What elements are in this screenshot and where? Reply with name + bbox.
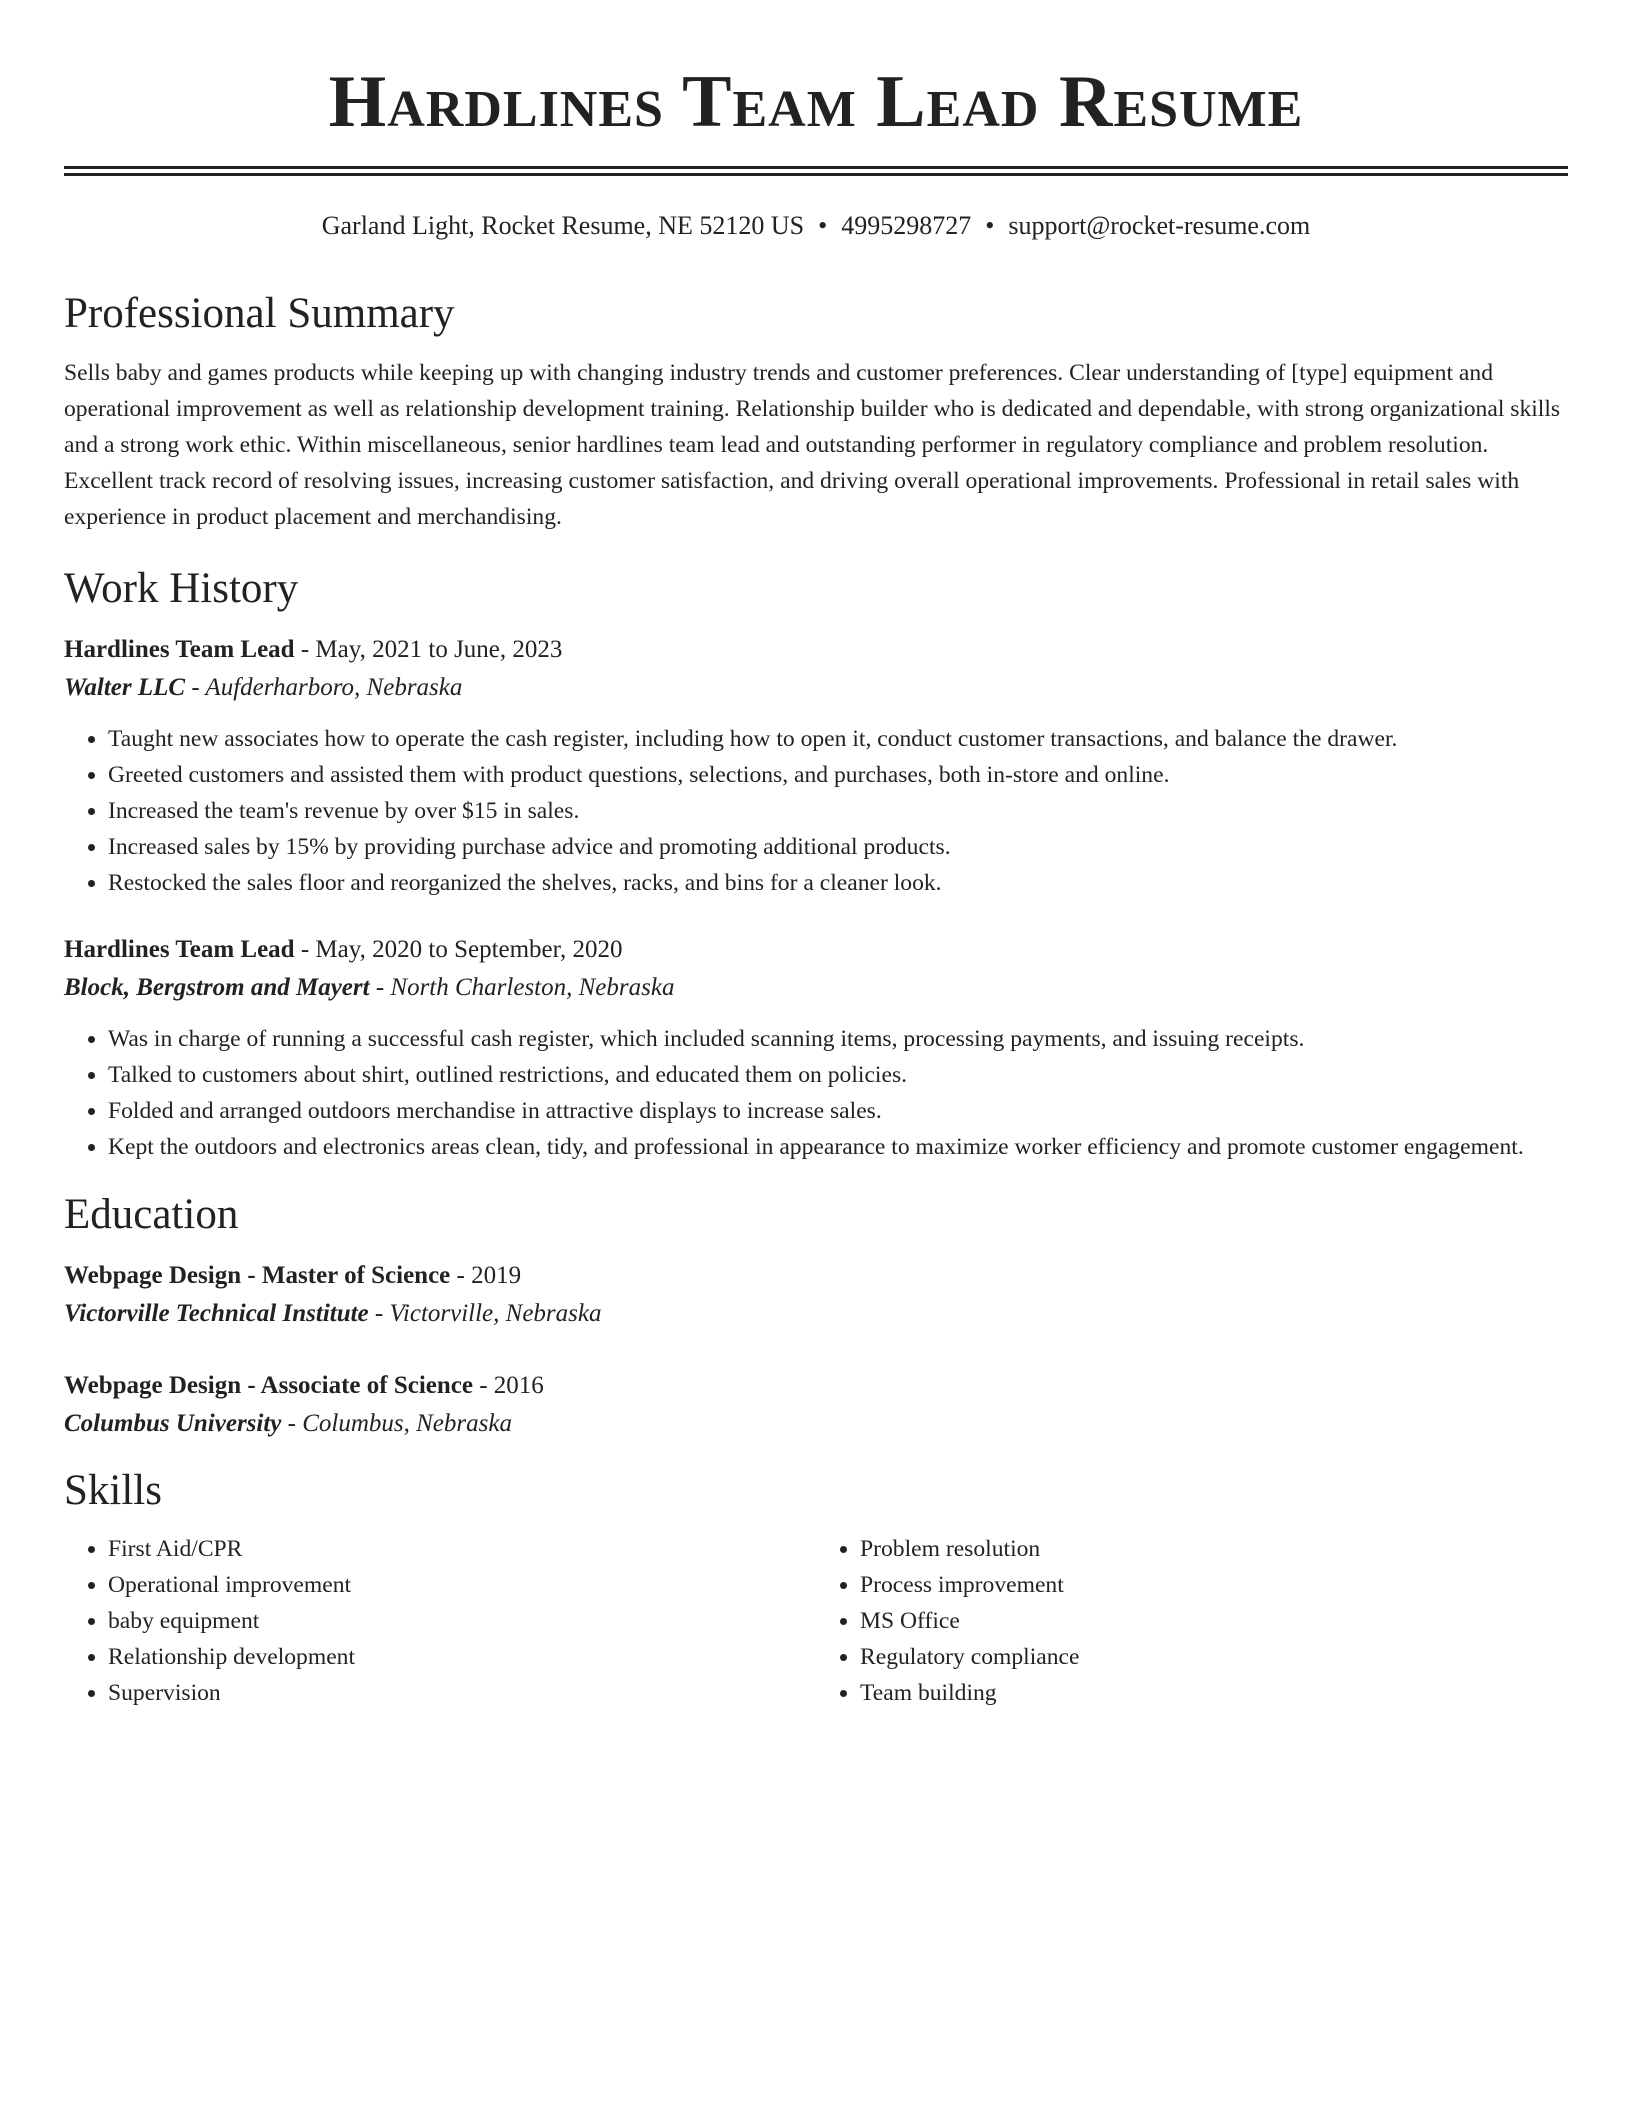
degree: Webpage Design - Master of Science (64, 1262, 451, 1289)
skill-item: • Team building (860, 1675, 1568, 1711)
job-location: - North Charleston, Nebraska (369, 974, 675, 1001)
school-location: - Victorville, Nebraska (368, 1300, 602, 1327)
job-dates: - May, 2021 to June, 2023 (294, 636, 563, 663)
summary-heading: Professional Summary (64, 290, 455, 337)
job-bullet: • Restocked the sales floor and reorganized the shelves, racks, and bins for a cleaner look. (108, 865, 1568, 901)
skill-item: • Relationship development (108, 1639, 816, 1675)
resume-title: Hardlines Team Lead Resume (328, 61, 1304, 143)
job-dates: - May, 2020 to September, 2020 (294, 936, 623, 963)
job-location: - Aufderharboro, Nebraska (185, 674, 463, 701)
job-bullet: • Folded and arranged outdoors merchandise in attractive displays to increase sales. (108, 1093, 1568, 1129)
education-heading: Education (64, 1191, 239, 1238)
skill-item: • Problem resolution (860, 1531, 1568, 1567)
job-bullet-list (64, 721, 1568, 901)
skills-grid (64, 1531, 1568, 1711)
job-company: Block, Bergstrom and Mayert (64, 974, 370, 1001)
skill-item: • Operational improvement (108, 1567, 816, 1603)
skills-right-column (816, 1531, 1568, 1711)
contact-line (64, 210, 1568, 242)
job-bullet: • Increased the team's revenue by over $15 in sales. (108, 793, 1568, 829)
job-company-line (64, 669, 1568, 707)
job-bullet: • Kept the outdoors and electronics areas clean, tidy, and professional in appearance to maximize worker efficiency and promote customer engagement. (108, 1129, 1568, 1165)
job-entry (64, 631, 1568, 901)
skill-item: • Regulatory compliance (860, 1639, 1568, 1675)
skills-left-column (64, 1531, 816, 1711)
job-bullet: • Taught new associates how to operate the cash register, including how to open it, conduct customer transactions, and balance the drawer. (108, 721, 1568, 757)
contact-phone: 4995298727 (841, 211, 972, 240)
job-bullet: • Greeted customers and assisted them with product questions, selections, and purchases, both in-store and online. (108, 757, 1568, 793)
skill-item: • Supervision (108, 1675, 816, 1711)
school-line (64, 1405, 1568, 1443)
job-title-line (64, 931, 1568, 969)
job-company: Walter LLC (64, 674, 186, 701)
work-history-heading: Work History (64, 565, 299, 612)
contact-address: Garland Light, Rocket Resume, NE 52120 US (321, 211, 805, 240)
degree-year: - 2016 (472, 1372, 544, 1399)
skill-item: • baby equipment (108, 1603, 816, 1639)
school: Columbus University (64, 1410, 282, 1437)
contact-separator: • (985, 211, 995, 240)
job-bullet-list (64, 1021, 1568, 1165)
skill-item: • Process improvement (860, 1567, 1568, 1603)
job-company-line (64, 969, 1568, 1007)
job-bullet: • Was in charge of running a successful cash register, which included scanning items, processing payments, and issuing receipts. (108, 1021, 1568, 1057)
contact-email: support@rocket-resume.com (1008, 211, 1311, 240)
school: Victorville Technical Institute (64, 1300, 369, 1327)
degree-year: - 2019 (450, 1262, 522, 1289)
skills-heading: Skills (64, 1467, 162, 1514)
degree-line (64, 1257, 1568, 1295)
contact-separator: • (818, 211, 828, 240)
job-title-line (64, 631, 1568, 669)
school-location: - Columbus, Nebraska (281, 1410, 512, 1437)
job-bullet: • Talked to customers about shirt, outlined restrictions, and educated them on policies. (108, 1057, 1568, 1093)
education-entry (64, 1257, 1568, 1333)
skill-item: • First Aid/CPR (108, 1531, 816, 1567)
degree-line (64, 1367, 1568, 1405)
education-entry (64, 1367, 1568, 1443)
title-double-rule (64, 166, 1568, 176)
job-title: Hardlines Team Lead (64, 636, 295, 663)
school-line (64, 1295, 1568, 1333)
summary-text: Sells baby and games products while keeping up with changing industry trends and customer preferences. Clear understanding of [type] equipment and operational improvement as well as relationship development training. Relationship builder who is dedicated and dependable, with strong organizational skills and a strong work ethic. Within miscellaneous, senior hardlines team lead and outstanding performer in regulatory compliance and problem resolution. Excellent track record of resolving issues, increasing customer satisfaction, and driving overall operational improvements. Professional in retail sales with experience in product placement and merchandising. (64, 360, 1561, 530)
degree: Webpage Design - Associate of Science (64, 1372, 473, 1399)
job-entry (64, 931, 1568, 1165)
job-title: Hardlines Team Lead (64, 936, 295, 963)
job-bullet: • Increased sales by 15% by providing purchase advice and promoting additional products. (108, 829, 1568, 865)
skill-item: • MS Office (860, 1603, 1568, 1639)
